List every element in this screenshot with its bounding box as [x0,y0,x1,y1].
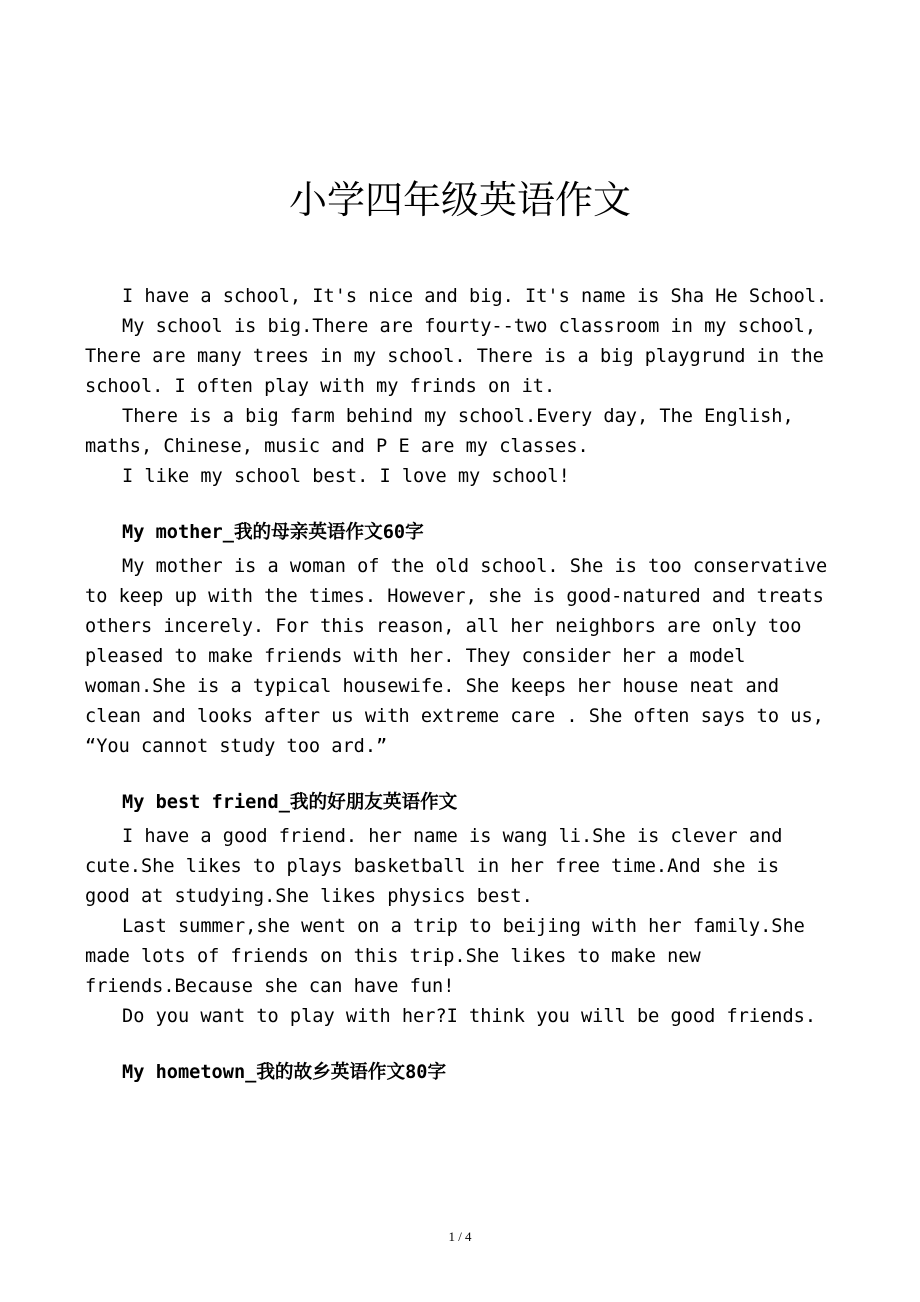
paragraph: I have a good friend. her name is wang li.She is clever and cute.She likes to plays basketball in her free time.And she is good at studying.She likes physics best. [85,826,783,907]
section-my-school [85,282,835,492]
page-number: 1 / 4 [448,1229,472,1244]
paragraph: My school is big.There are fourty--two classroom in my school, There are many trees in my school. There is a big playgrund in the school. I often play with my frinds on it. [85,316,824,397]
section-heading: My best friend_我的好朋友英语作文 [122,792,458,813]
page-title: 小学四年级英语作文 [288,178,631,222]
section-my-mother [85,518,835,762]
section-my-hometown [85,1058,835,1088]
paragraph: I have a school, It's nice and big. It's name is Sha He School. [122,286,828,307]
paragraph: Last summer,she went on a trip to beijing with her family.She made lots of friends on this trip.She likes to make new friends.Because she can have fun! [85,916,805,997]
paragraph: There is a big farm behind my school.Every day, The English, maths, Chinese, music and P E are my classes. [85,406,794,457]
section-my-best-friend [85,788,835,1032]
paragraph: Do you want to play with her?I think you will be good friends. [122,1006,817,1027]
document-body [85,282,835,1092]
section-heading: My mother_我的母亲英语作文60字 [122,522,424,543]
paragraph: I like my school best. I love my school! [122,466,570,487]
section-heading: My hometown_我的故乡英语作文80字 [122,1062,447,1083]
paragraph: My mother is a woman of the old school. She is too conservative to keep up with the times. However, she is good-natured and treats others incerely. For this reason, all her neighbors are only too pleased to make friends with her. They consider her a model woman.She is a typical housewife. She keeps her house neat and clean and looks after us with extreme care . She often says to us, “You cannot study too ard.” [85,556,828,757]
